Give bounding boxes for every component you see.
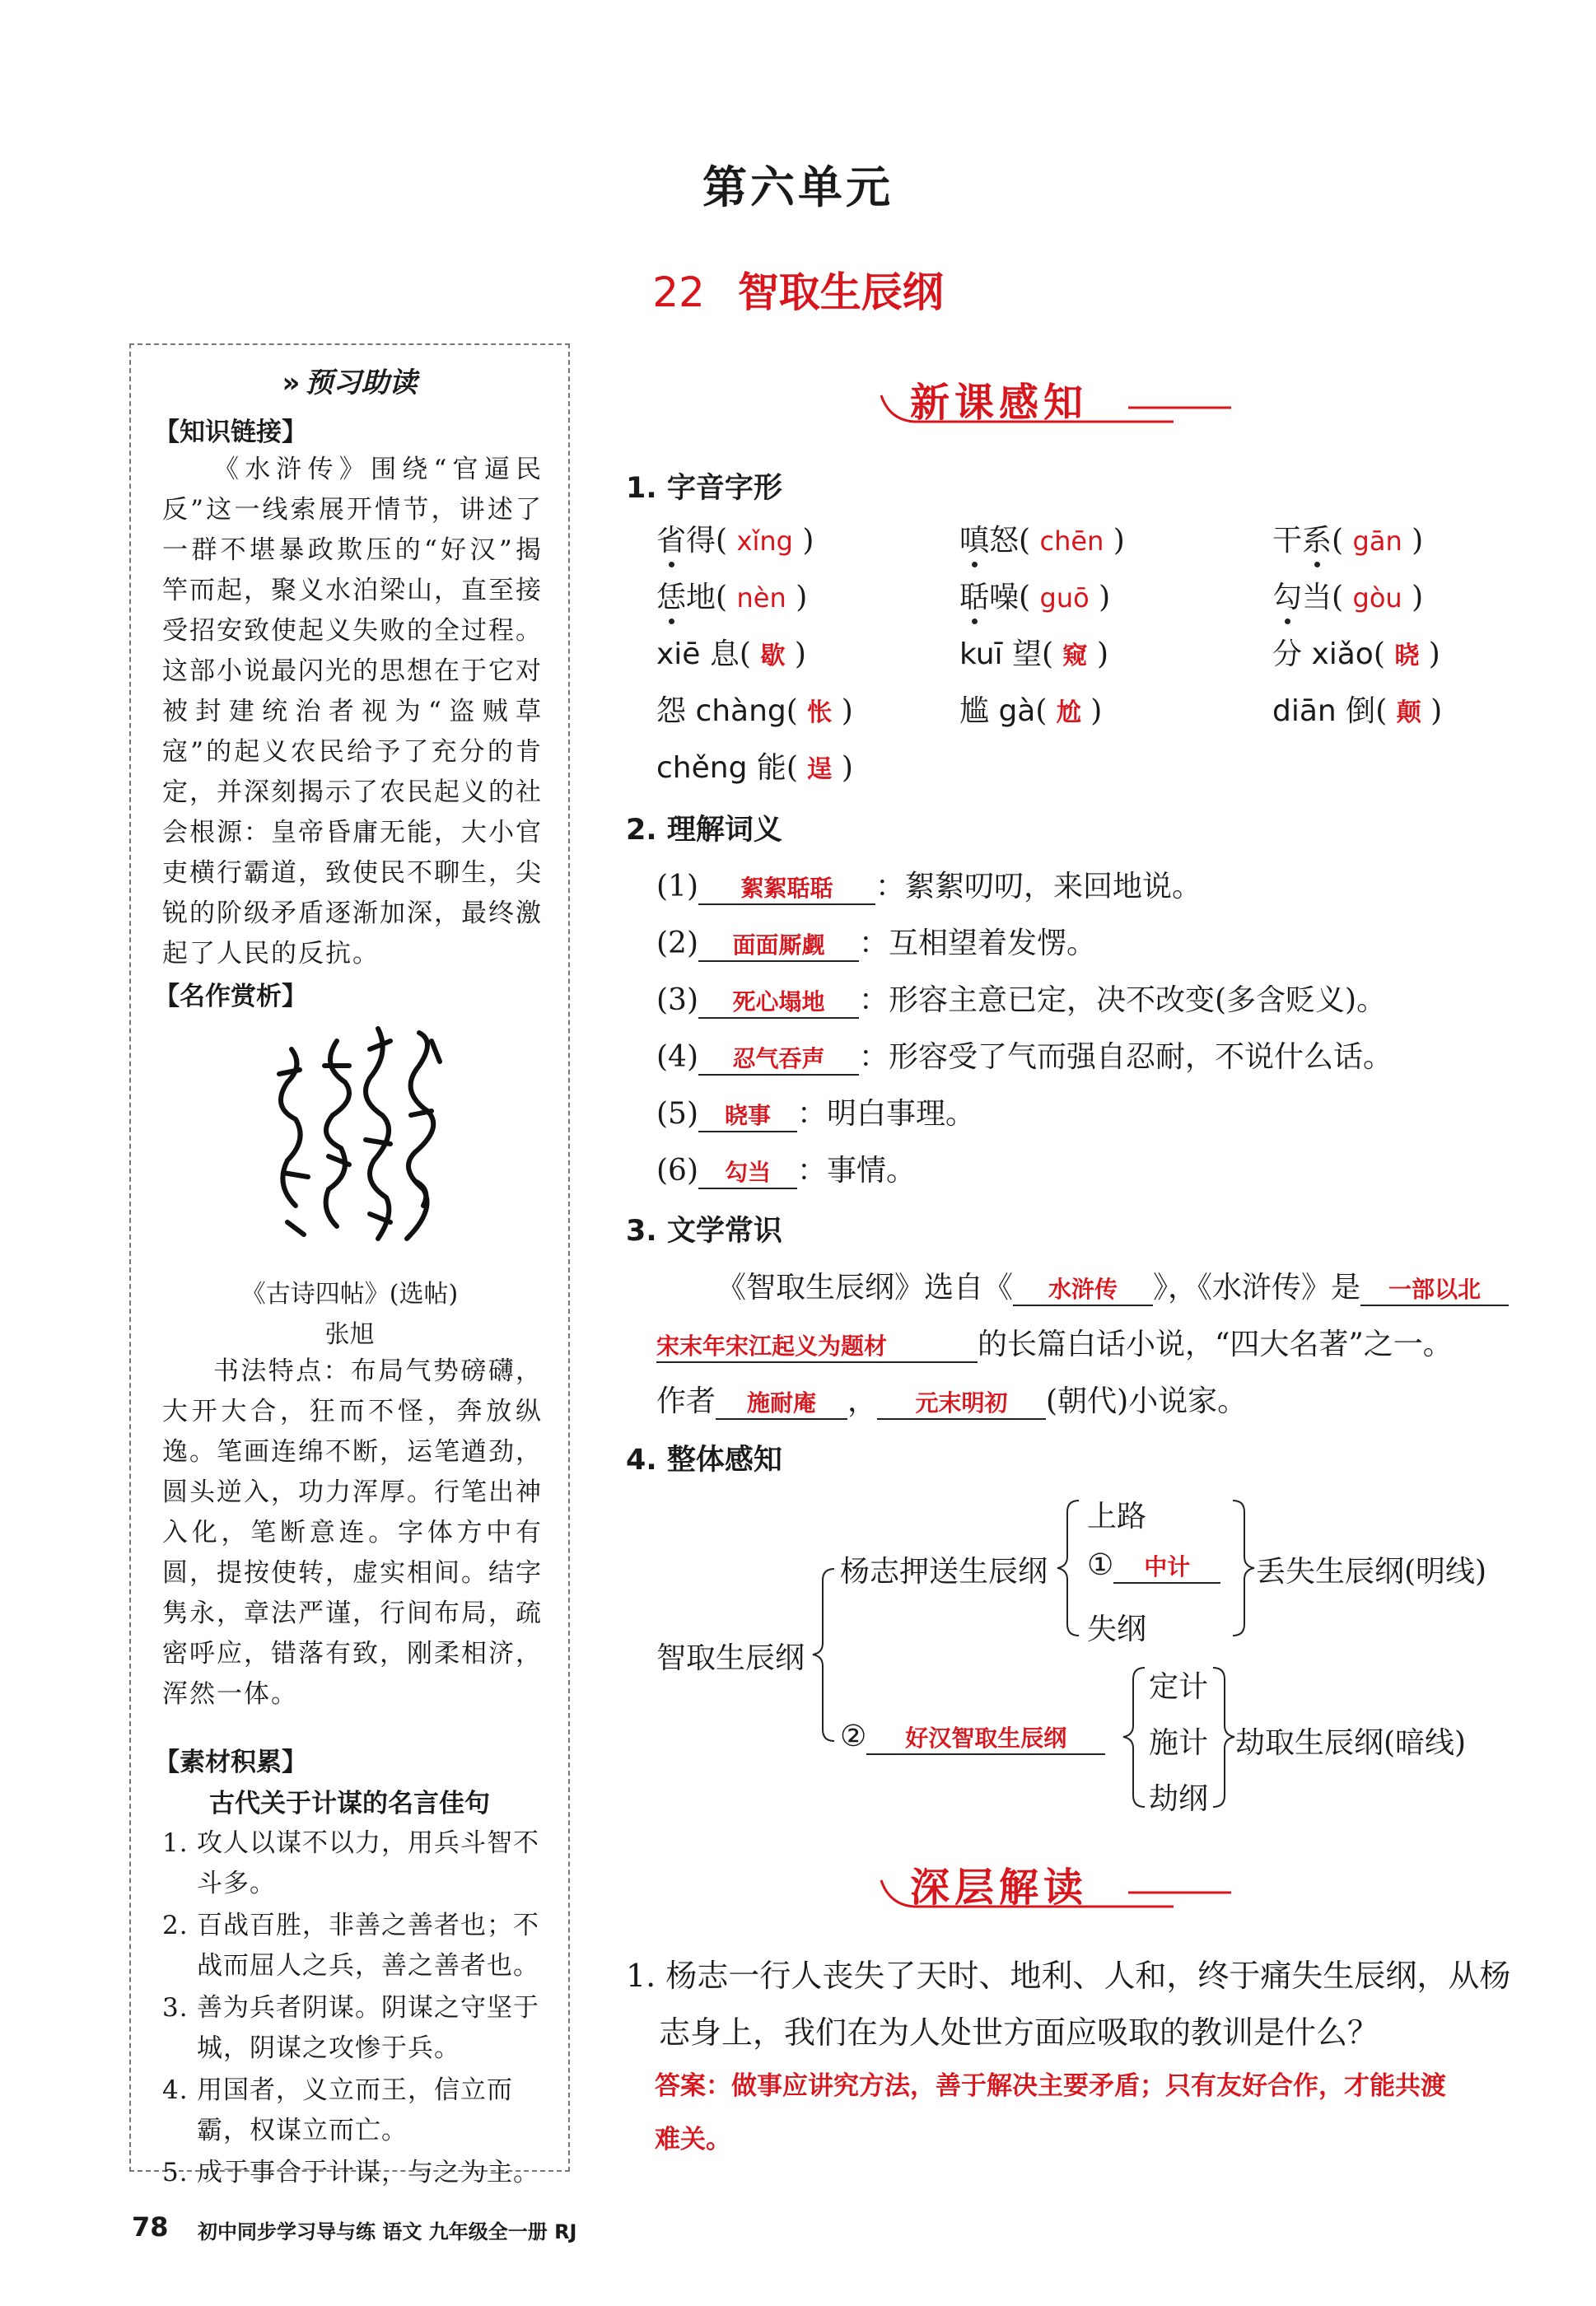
quote-item: 5. 成于事合于计谋，与之为主。 [162,2158,539,2187]
sidebar-header: » 预习助读 [282,366,418,399]
calligraphy-text: 书法特点：布局气势磅礴，大开大合，狂而不怪，奔放纵逸。笔画连绵不断，运笔遒劲，圆头逆入，功力浑厚。行笔出神入化，笔断意连。字体方中有圆，提按使转，虚实相间。结字隽永，章法严谨，行间布局，疏密呼应，错落有致，刚柔相济，浑然一体。 [162,1356,543,1709]
diagram-step: 失纲 [1087,1613,1147,1646]
deep-answer: 难关。 [655,2125,731,2154]
pinyin-item: 勾当( gòu ) [1272,574,1423,616]
quote-item: 2. 百战百胜，非善之善者也；不战而屈人之兵，善之善者也。 [162,1911,539,1981]
quote-item: 3. 善为兵者阴谋。阴谋之守坚于城，阴谋之攻惨于兵。 [162,1993,539,2063]
diagram-result: 丢失生辰纲(明线) [1256,1555,1487,1589]
pinyin-item: 嗔怒( chēn ) [959,517,1125,559]
word-meaning-item: (2) 面面厮觑 ：互相望着发愣。 [656,927,1097,960]
deep-answer: 答案：做事应讲究方法，善于解决主要矛盾；只有友好合作，才能共渡 [655,2071,1446,2101]
material-subtitle: 古代关于计谋的名言佳句 [209,1789,490,1818]
book-title: 初中同步学习导与练 语文 九年级全一册 RJ [198,2220,577,2243]
preview-sidebar [129,343,570,2187]
quote-item: 4. 用国者，义立而王，信立而霸，权谋立而亡。 [162,2075,513,2145]
unit-title: 第六单元 [702,161,894,213]
section-header-deep-reading: 深层解读 [877,1856,1231,1913]
pinyin-item: 尴 gà( 尬 ) [959,694,1103,728]
pinyin-item: 怨 chàng( 怅 ) [656,694,853,728]
pinyin-item: kuī 望( 窥 ) [959,637,1109,671]
calligraphy-caption: 《古诗四帖》(选帖) [240,1280,459,1309]
diagram-step: 施计 [1149,1726,1209,1760]
diagram-branch1: 杨志押送生辰纲 [840,1555,1048,1589]
word-meaning-item: (3) 死心塌地 ：形容主意已定，决不改变(多含贬义)。 [656,983,1387,1017]
knowledge-link-title: 【知识链接】 [154,418,307,447]
pinyin-item: 聒噪( guō ) [959,574,1110,616]
pinyin-item: 省得( xǐng ) [656,517,814,559]
word-meaning-item: (4) 忍气吞声 ：形容受了气而强自忍耐，不说什么话。 [656,1040,1393,1074]
pinyin-item: chěng 能( 逞 ) [656,751,853,785]
pinyin-item: xiē 息( 歇 ) [656,637,806,671]
deep-question: 志身上，我们在为人处世方面应吸取的教训是什么？ [659,2014,1379,2051]
literary-knowledge-line: 作者 施耐庵 ， 元末明初 (朝代)小说家。 [656,1384,1248,1418]
q1-title: 1. 字音字形 [626,472,782,505]
pinyin-item: 恁地( nèn ) [656,574,807,616]
pinyin-item: diān 倒( 颠 ) [1272,694,1443,728]
masterpiece-title: 【名作赏析】 [154,982,307,1011]
lesson-title [0,259,1596,319]
calligraphy-image [254,1016,452,1263]
knowledge-link-text: 《水浒传》围绕“官逼民反”这一线索展开情节，讲述了一群不堪暴政欺压的“好汉”揭竿而起，聚义水泊梁山，直至接受招安致使起义失败的全过程。这部小说最闪光的思想在于它对被封建统治者视为“盗贼草寇”的起义农民给予了充分的肯定，并深刻揭示了农民起义的社会根源：皇帝昏庸无能，大小官吏横行霸道，致使民不聊生，尖锐的阶级矛盾逐渐加深，最终激起了人民的反抗。 [162,455,543,969]
page-number: 78 [132,2211,169,2243]
quote-item: 1. 攻人以谋不以力，用兵斗智不斗多。 [162,1828,539,1898]
section-header-new-lesson: 新课感知 [877,371,1231,428]
diagram-step: ① 中计 [1087,1548,1220,1584]
calligraphy-author: 张旭 [324,1320,375,1349]
deep-question: 1. 杨志一行人丧失了天时、地利、人和，终于痛失生辰纲，从杨 [626,1958,1511,1994]
diagram-step: 定计 [1149,1670,1209,1704]
diagram-branch2: ② 好汉智取生辰纲 [840,1720,1105,1755]
literary-knowledge-line: 宋末年宋江起义为题材 的长篇白话小说，“四大名著”之一。 [656,1328,1453,1361]
diagram-result: 劫取生辰纲(暗线) [1235,1726,1467,1760]
q4-title: 4. 整体感知 [626,1444,782,1477]
pinyin-item: 分 xiǎo( 晓 ) [1272,637,1440,671]
q2-title: 2. 理解词义 [626,814,782,847]
word-meaning-item: (6) 勾当 ：事情。 [656,1154,917,1188]
q3-title: 3. 文学常识 [626,1215,782,1248]
lesson-number: 22 [652,268,705,316]
diagram-step: 劫纲 [1149,1782,1209,1816]
diagram-root: 智取生辰纲 [656,1641,805,1675]
diagram-step: 上路 [1087,1500,1147,1533]
lesson-name: 智取生辰纲 [737,268,944,316]
material-title: 【素材积累】 [154,1748,307,1777]
double-chevron-icon: » [282,366,301,399]
word-meaning-item: (5) 晓事 ：明白事理。 [656,1097,976,1131]
literary-knowledge-line: 《智取生辰纲》选自《 水浒传 》，《水浒传》是 一部以北 [716,1264,1509,1306]
word-meaning-item: (1) 絮絮聒聒 ：絮絮叨叨，来回地说。 [656,870,1202,903]
pinyin-item: 干系( gān ) [1272,517,1423,559]
